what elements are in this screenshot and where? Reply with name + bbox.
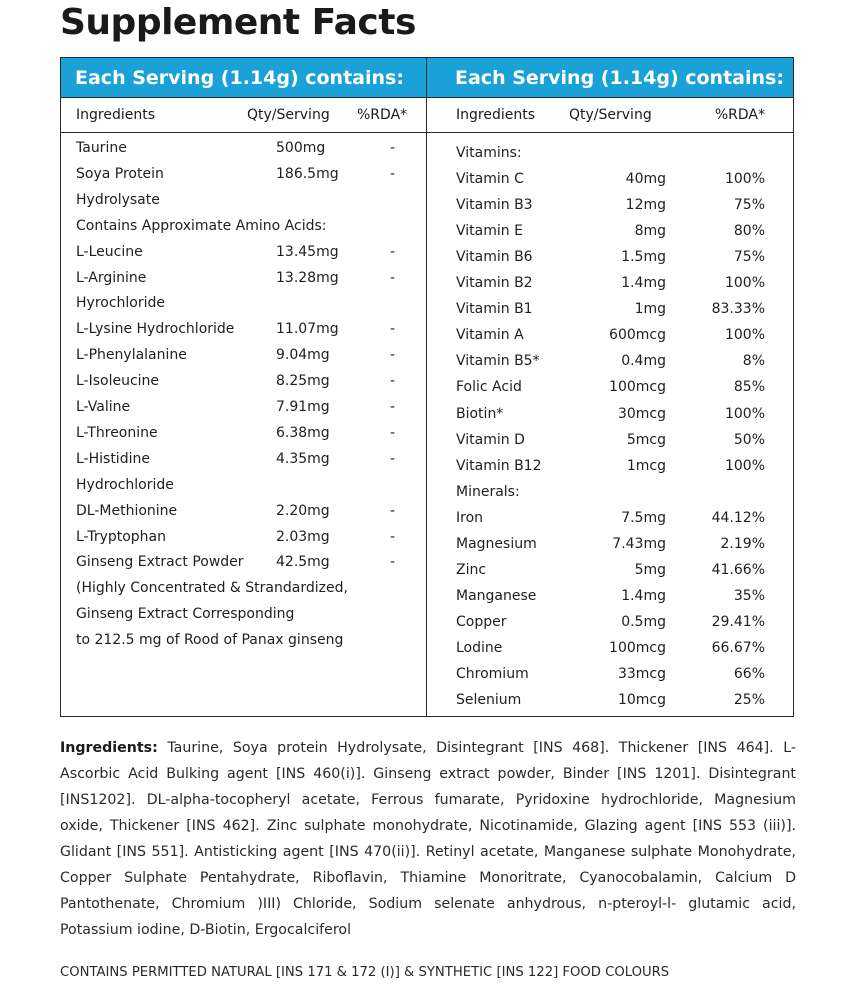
ingredient-name: Vitamin B3 [456,197,533,214]
ingredient-rda: 75% [733,249,765,266]
ingredient-name: Vitamin B6 [456,249,533,266]
ingredient-qty: 4.35mg [276,450,330,467]
left-col-rda: %RDA* [357,107,408,123]
ingredient-rda: 80% [733,223,765,240]
ingredient-rda: - [390,165,396,182]
page-title: Supplement Facts [60,2,416,43]
right-panel-header: Each Serving (1.14g) contains: [427,58,793,97]
ingredients-statement [60,735,796,943]
ingredient-qty: 8.25mg [276,373,330,390]
ingredient-rda: 100% [724,171,765,188]
ingredient-name: Vitamin B12 [456,457,542,474]
ingredient-name: DL-Methionine [76,502,178,519]
ingredient-name: L-Phenylalanine [76,347,187,364]
ingredient-qty: 0.5mg [621,613,666,630]
ingredient-qty: 5mcg [626,431,666,448]
ingredient-qty: 11.07mg [276,321,339,338]
ingredient-qty: 1.4mg [621,587,666,604]
ingredient-name: Chromium [456,666,529,682]
ingredient-rda: 25% [733,692,765,709]
ingredient-rda: - [390,450,396,467]
ingredient-qty: 42.5mg [276,554,330,571]
ingredient-rda: 100% [724,457,765,474]
ingredient-rda: 100% [724,327,765,344]
ingredient-name: Magnesium [456,535,537,552]
ingredient-name: Copper [456,613,507,630]
ingredient-rda: 41.66% [711,561,765,578]
ingredient-name: Vitamin A [456,327,524,344]
ingredient-qty: 100mcg [609,379,666,396]
ingredient-rda: 100% [724,405,765,422]
ingredient-qty: 1.5mg [621,249,666,266]
ingredient-rda: - [390,373,396,390]
ingredient-qty: 6.38mg [276,424,330,441]
ingredient-name: Vitamins: [456,145,522,161]
ingredient-rda: 29.41% [711,613,765,630]
ingredient-name: L-Histidine [76,450,150,467]
ingredient-qty: 40mg [625,171,666,188]
ingredient-name: L-Leucine [76,243,143,260]
ingredient-name: L-Valine [76,399,131,415]
ingredient-name: Contains Approximate Amino Acids: [76,217,327,234]
ingredient-rda: 100% [724,275,765,292]
ingredient-qty: 500mg [276,140,326,156]
ingredient-qty: 7.5mg [621,509,666,526]
ingredient-rda: 85% [733,379,765,396]
ingredient-name: Vitamin E [456,223,523,240]
ingredient-rda: - [390,321,396,338]
ingredient-qty: 0.4mg [621,353,666,370]
ingredient-qty: 7.91mg [276,399,330,415]
ingredient-qty: 9.04mg [276,347,330,364]
ingredient-qty: 13.45mg [276,243,339,260]
ingredient-rda: 44.12% [711,509,765,526]
ingredient-name: Ginseng Extract Corresponding [76,606,295,623]
ingredient-rda: - [390,140,396,156]
ingredient-name: (Highly Concentrated & Strandardized, [76,580,348,597]
ingredient-rda: 8% [742,353,765,370]
left-col-qty: Qty/Serving [247,107,330,123]
ingredient-name: to 212.5 mg of Rood of Panax ginseng [76,632,344,649]
ingredient-qty: 2.20mg [276,502,330,519]
ingredient-rda: 2.19% [720,535,765,552]
ingredient-name: Soya Protein [76,165,164,182]
left-col-ingredients: Ingredients [76,107,155,123]
ingredient-name: Vitamin C [456,171,524,188]
right-col-ingredients: Ingredients [456,107,535,123]
ingredient-name: Hydrolysate [76,191,160,208]
ingredient-name: Selenium [456,692,522,709]
ingredient-name: Hydrochloride [76,476,174,493]
ingredient-name: L-Arginine [76,269,147,286]
ingredient-name: Hyrochloride [76,295,165,312]
ingredient-name: Zinc [456,561,487,578]
ingredient-name: L-Threonine [76,424,158,441]
ingredient-rda: - [390,502,396,519]
column-header-divider [61,132,793,133]
ingredient-name: Iron [456,509,484,526]
ingredient-rda: - [390,243,396,260]
ingredient-qty: 600mcg [609,327,666,344]
ingredients-label: Ingredients: [60,740,158,756]
right-col-rda: %RDA* [714,107,765,123]
ingredient-name: Minerals: [456,483,520,500]
left-panel-header: Each Serving (1.14g) contains: [61,58,426,97]
ingredient-name: Vitamin B5* [456,353,540,370]
header-divider [61,97,793,98]
ingredient-name: Ginseng Extract Powder [76,554,244,571]
ingredient-name: Biotin* [456,405,504,422]
ingredient-qty: 33mcg [617,666,666,682]
ingredient-qty: 12mg [625,197,666,214]
ingredient-name: Vitamin D [456,431,525,448]
ingredient-rda: 66% [733,666,765,682]
ingredient-qty: 13.28mg [276,269,339,286]
ingredient-qty: 30mcg [617,405,666,422]
ingredient-name: Vitamin B2 [456,275,533,292]
ingredient-qty: 7.43mg [612,535,666,552]
food-colours-statement: CONTAINS PERMITTED NATURAL [INS 171 & 172 (I)] & SYNTHETIC [INS 122] FOOD COLOURS [60,965,670,980]
ingredient-qty: 10mcg [617,692,666,709]
ingredient-rda: - [390,528,396,545]
ingredient-rda: - [390,347,396,364]
ingredient-rda: 50% [733,431,765,448]
ingredient-name: L-Lysine Hydrochloride [76,321,235,338]
ingredient-rda: 35% [733,587,765,604]
ingredient-qty: 1mg [634,301,666,318]
right-col-qty: Qty/Serving [569,107,652,123]
ingredient-name: L-Isoleucine [76,373,160,390]
ingredient-rda: 66.67% [711,639,765,656]
ingredient-qty: 2.03mg [276,528,330,545]
ingredient-rda: 83.33% [711,301,765,318]
ingredient-rda: 75% [733,197,765,214]
ingredient-rda: - [390,424,396,441]
ingredient-qty: 100mcg [609,639,666,656]
ingredients-text: Taurine, Soya protein Hydrolysate, Disintegrant [INS 468]. Thickener [INS 464]. L-Ascorbic Acid Bulking agent [INS 460(i)]. Ginseng extract powder, Binder [INS 1201]. Disintegrant [INS1202]. DL-alpha-tocopheryl acetate, Ferrous fumarate, Pyridoxine hydrochloride, Magnesium oxide, Thickener [INS 462]. Zinc sulphate monohydrate, Nicotinamide, Glazing agent [INS 553 (iii)]. Glidant [INS 551]. Antisticking agent [INS 470(ii)]. Retinyl acetate, Manganese sulphate Monohydrate, Copper Sulphate Pentahydrate, Riboflavin, Thiamine Monoritrate, Cyanocobalamin, Calcium D Pantothenate, Chromium )III) Chloride, Sodium selenate anhydrous, n-pteroyl-l- glutamic acid, Potassium iodine, D-Biotin, Ergocalciferol [60,740,796,938]
ingredient-name: Manganese [456,587,537,604]
ingredient-rda: - [390,399,396,415]
ingredient-name: Vitamin B1 [456,301,533,318]
ingredient-qty: 8mg [634,223,666,240]
ingredient-name: L-Tryptophan [76,528,167,545]
ingredient-name: Folic Acid [456,379,522,396]
ingredient-rda: - [390,269,396,286]
ingredient-qty: 5mg [634,561,666,578]
ingredient-rda: - [390,554,396,571]
ingredient-qty: 186.5mg [276,165,339,182]
ingredient-qty: 1mcg [626,457,666,474]
ingredient-name: Taurine [76,140,127,156]
ingredient-qty: 1.4mg [621,275,666,292]
supplement-facts-table [60,57,794,717]
column-divider [426,58,427,716]
ingredient-name: Lodine [456,639,503,656]
